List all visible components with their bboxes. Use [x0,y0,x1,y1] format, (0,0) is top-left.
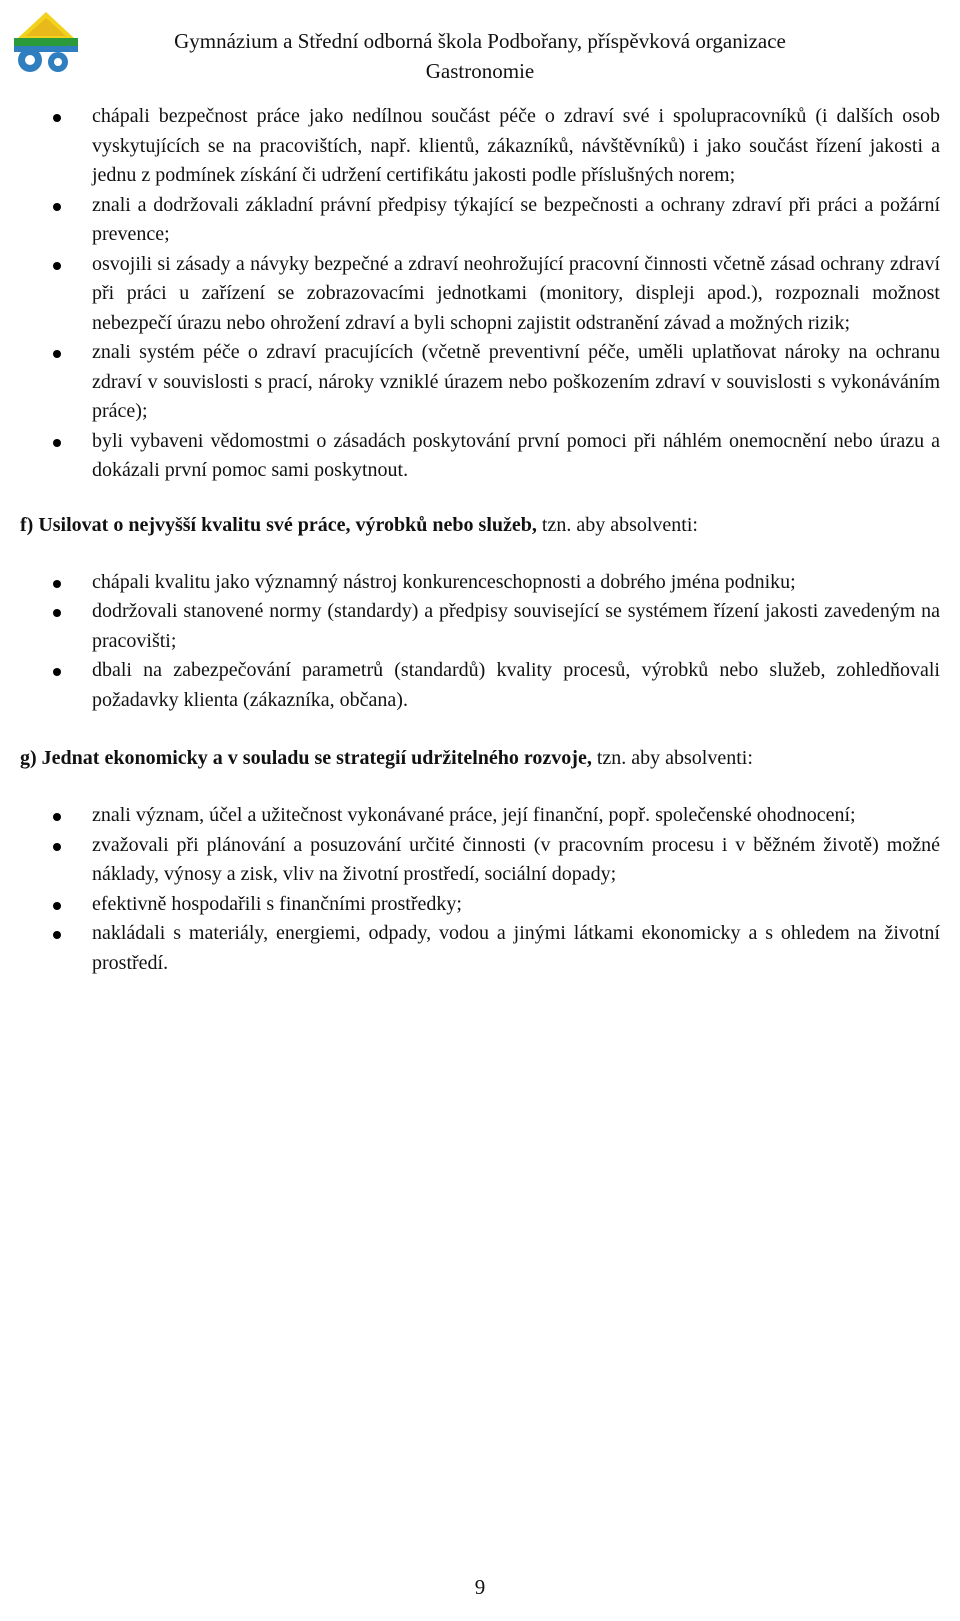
list-item: dbali na zabezpečování parametrů (standardů) kvality procesů, výrobků nebo služeb, zohledňovali požadavky klienta (zákazníka, občana). [20,656,940,715]
list-item: znali význam, účel a užitečnost vykonávané práce, její finanční, popř. společenské ohodnocení; [20,801,940,831]
list-item: zvažovali při plánování a posuzování určité činnosti (v pracovním procesu i v běžném životě) možné náklady, výnosy a zisk, vliv na životní prostředí, sociální dopady; [20,831,940,890]
page-number: 9 [474,1575,486,1599]
list-item: osvojili si zásady a návyky bezpečné a zdraví neohrožující pracovní činnosti včetně zásad ochrany zdraví při práci u zařízení se zobrazovacími jednotkami (monitory, displeji apod.), rozpoznali možnost nebezpečí úrazu nebo ohrožení zdraví a byli schopni zajistit odstranění závad a možných rizik; [20,250,940,339]
bullet-list-quality [20,568,940,716]
document-body [20,102,940,978]
list-item: chápali bezpečnost práce jako nedílnou součást péče o zdraví své i spolupracovníků (i dalších osob vyskytujících se na pracovištích, např. klientů, zákazníků, návštěvníků) i jako součást řízení jakosti a jednu z podmínek získání či udržení certifikátu jakosti podle příslušných norem; [20,102,940,191]
school-name: Gymnázium a Střední odborná škola Podbořany, příspěvková organizace [174,29,786,53]
list-item: nakládali s materiály, energiemi, odpady, vodou a jinými látkami ekonomicky a s ohledem na životní prostředí. [20,919,940,978]
list-item: chápali kvalitu jako významný nástroj konkurenceschopnosti a dobrého jména podniku; [20,568,940,598]
school-logo [8,8,84,76]
list-item: efektivně hospodařili s finančními prostředky; [20,890,940,920]
list-item: znali systém péče o zdraví pracujících (včetně preventivní péče, uměli uplatňovat nároky na ochranu zdraví v souvislosti s prací, nároky vzniklé úrazem nebo poškozením zdraví v souvislosti s vykonáváním práce); [20,338,940,427]
section-heading-f: f) Usilovat o nejvyšší kvalitu své práce, výrobků nebo služeb, tzn. aby absolventi: [20,513,698,536]
bullet-list-economy [20,801,940,978]
page-header [0,0,960,83]
list-item: znali a dodržovali základní právní předpisy týkající se bezpečnosti a ochrany zdraví při práci a požární prevence; [20,191,940,250]
bullet-list-safety [20,102,940,486]
section-heading-g: g) Jednat ekonomicky a v souladu se strategií udržitelného rozvoje, tzn. aby absolventi: [20,747,753,769]
list-item: byli vybaveni vědomostmi o zásadách poskytování první pomoci při náhlém onemocnění nebo úrazu a dokázali první pomoc sami poskytnout. [20,427,940,486]
field-name: Gastronomie [425,59,535,83]
list-item: dodržovali stanovené normy (standardy) a předpisy související se systémem řízení jakosti zavedeným na pracovišti; [20,597,940,656]
